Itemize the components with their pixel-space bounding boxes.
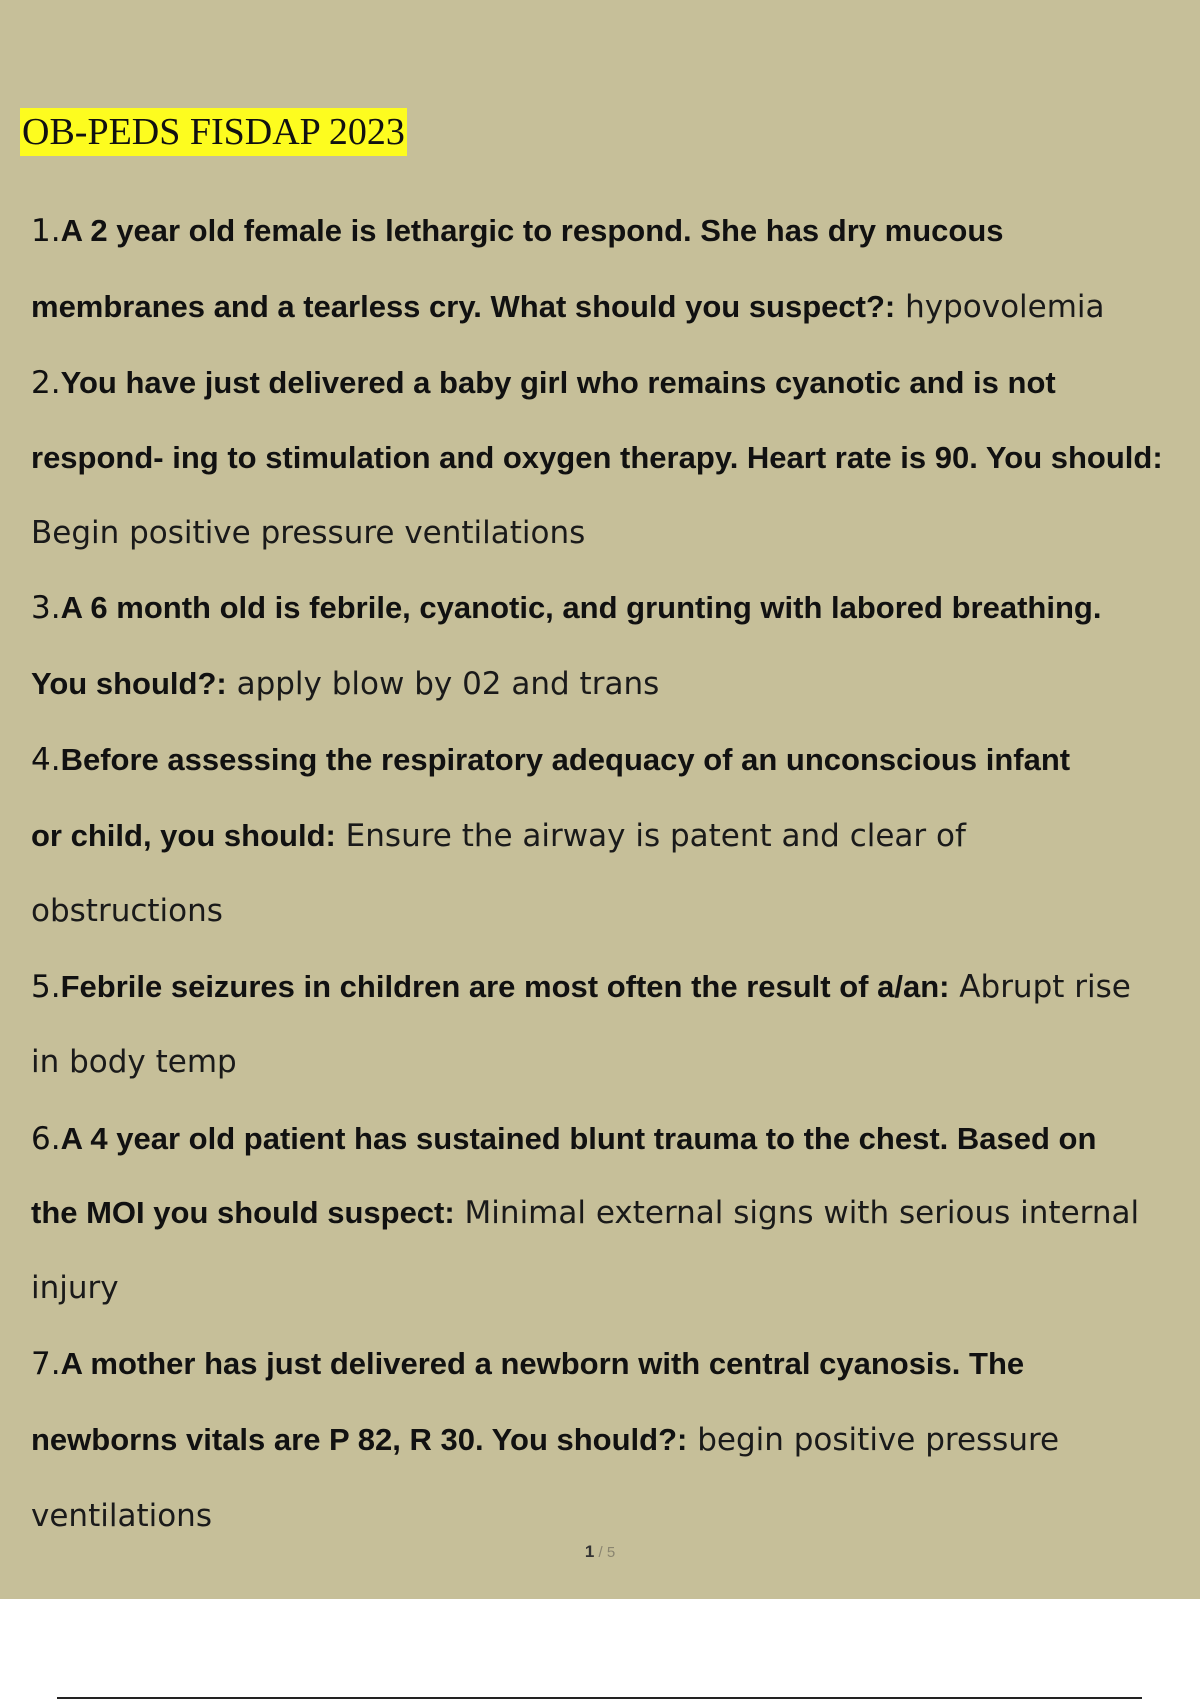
- question-text: respond- ing to stimulation and oxygen therapy. Heart rate is 90. You should:: [31, 440, 1163, 475]
- answer-text: injury: [31, 1270, 119, 1306]
- question-text: You have just delivered a baby girl who remains cyanotic and is not: [60, 365, 1056, 400]
- item-number: 2.: [31, 365, 61, 401]
- page-divider: [57, 1697, 1142, 1699]
- answer-text: apply blow by 02 and trans: [226, 666, 660, 702]
- item-2-line-2: [31, 435, 1163, 479]
- item-6-line-3: [31, 1265, 119, 1309]
- item-6-line-2: [31, 1190, 1139, 1234]
- question-text: A mother has just delivered a newborn with central cyanosis. The: [60, 1346, 1025, 1381]
- item-4-line-3: [31, 888, 223, 932]
- question-text: A 4 year old patient has sustained blunt trauma to the chest. Based on: [60, 1121, 1097, 1156]
- question-text: membranes and a tearless cry. What should you suspect?:: [31, 289, 896, 324]
- answer-text: Ensure the airway is patent and clear of: [335, 818, 966, 854]
- item-number: 1.: [31, 213, 61, 249]
- question-text: newborns vitals are P 82, R 30. You should?:: [31, 1422, 688, 1457]
- question-text: A 2 year old female is lethargic to respond. She has dry mucous: [60, 213, 1004, 248]
- answer-text: Begin positive pressure ventilations: [31, 515, 586, 551]
- question-text: Febrile seizures in children are most often the result of a/an:: [60, 969, 950, 1004]
- item-number: 4.: [31, 742, 61, 778]
- document-title: OB-PEDS FISDAP 2023: [20, 108, 407, 156]
- answer-text: Abrupt rise: [949, 969, 1131, 1005]
- page-separator: /: [594, 1544, 607, 1561]
- answer-text: obstructions: [31, 893, 223, 929]
- item-4-line-1: [31, 737, 1070, 781]
- item-number: 6.: [31, 1121, 61, 1157]
- item-3-line-1: [31, 585, 1101, 629]
- answer-text: in body temp: [31, 1044, 237, 1080]
- answer-text: begin positive pressure: [687, 1422, 1060, 1458]
- item-2-line-1: [31, 360, 1056, 404]
- item-7-line-1: [31, 1341, 1024, 1385]
- item-5-line-1: [31, 964, 1131, 1008]
- item-1-line-2: [31, 284, 1105, 328]
- current-page-number: 1: [584, 1542, 595, 1561]
- question-text: the MOI you should suspect:: [31, 1195, 455, 1230]
- answer-text: Minimal external signs with serious internal: [454, 1195, 1140, 1231]
- item-3-line-2: [31, 661, 659, 705]
- item-number: 5.: [31, 969, 61, 1005]
- question-text: or child, you should:: [31, 818, 336, 853]
- item-1-line-1: [31, 208, 1004, 252]
- item-2-line-3: [31, 510, 585, 554]
- item-7-line-3: [31, 1493, 212, 1537]
- item-number: 3.: [31, 590, 61, 626]
- page-indicator: [0, 1542, 1200, 1566]
- total-pages-number: 5: [606, 1544, 616, 1561]
- item-4-line-2: [31, 813, 966, 857]
- item-number: 7.: [31, 1346, 61, 1382]
- question-text: Before assessing the respiratory adequacy of an unconscious infant: [60, 742, 1071, 777]
- item-6-line-1: [31, 1116, 1096, 1160]
- item-7-line-2: [31, 1417, 1059, 1461]
- question-text: You should?:: [31, 666, 227, 701]
- answer-text: ventilations: [31, 1498, 212, 1534]
- answer-text: hypovolemia: [895, 289, 1105, 325]
- question-text: A 6 month old is febrile, cyanotic, and grunting with labored breathing.: [60, 590, 1102, 625]
- item-5-line-2: [31, 1039, 237, 1083]
